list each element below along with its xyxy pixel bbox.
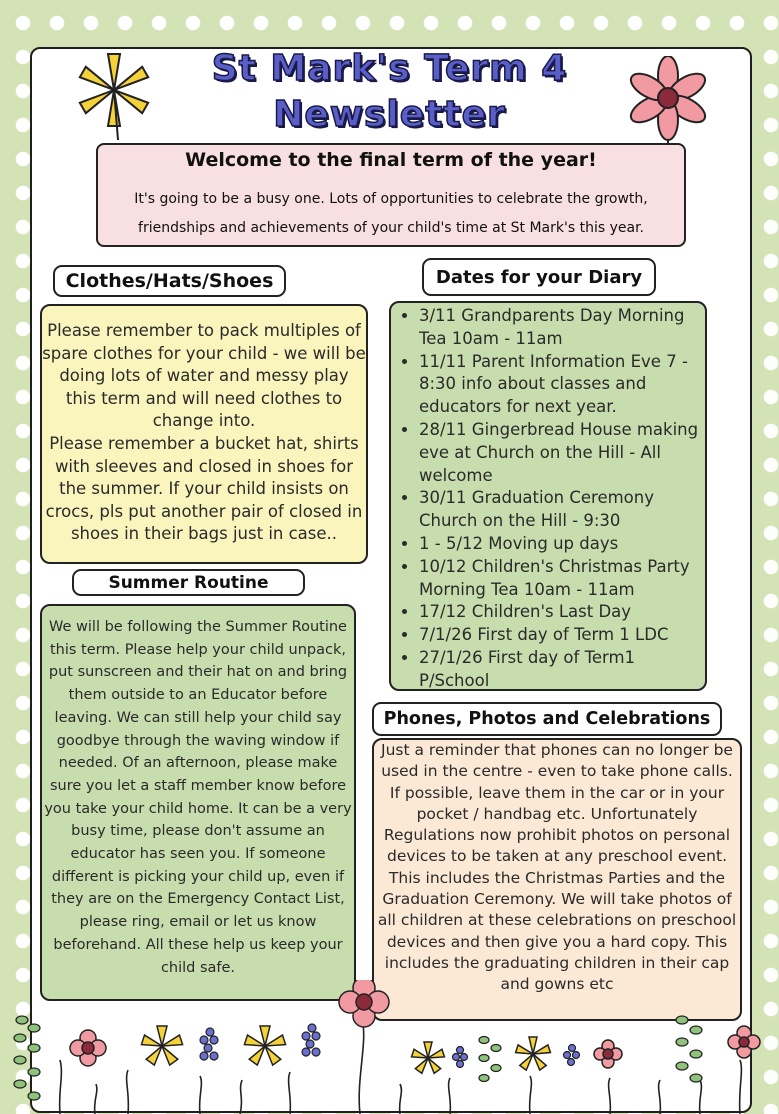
dates-list-item: • 10/12 Children's Christmas Party Morning Tea 10am - 11am	[419, 556, 699, 602]
routine-heading: Summer Routine	[72, 569, 305, 596]
dates-list	[395, 305, 699, 691]
dates-list-item: • 1 - 5/12 Moving up days	[419, 533, 699, 556]
newsletter-title-line2: Newsletter	[273, 94, 506, 135]
welcome-heading: Welcome to the final term of the year!	[185, 149, 597, 171]
phones-heading: Phones, Photos and Celebrations	[372, 702, 722, 736]
routine-body: We will be following the Summer Routine this term. Please help your child unpack, put sunscreen and their hat on and bring them outside to an Educator before leaving. We can still help your child say goodbye through the waving window if needed. Of an afternoon, please make sure you let a staff member know before you take your child home. It can be a very busy time, please don't assume an educator has seen you. If someone different is picking your child up, even if they are on the Emergency Contact List, please ring, email or let us know beforehand. All these help us keep your child safe.	[44, 619, 352, 976]
garden-decoration	[0, 980, 779, 1114]
clothes-paragraph-1: Please remember to pack multiples of spare clothes for your child - we will be doing lots of water and messy play this term and will need clothes to change into.	[42, 321, 366, 431]
dates-list-item: • 7/1/26 First day of Term 1 LDC	[419, 624, 699, 647]
dates-list-item: • 11/11 Parent Information Eve 7 - 8:30 info about classes and educators for next year.	[419, 351, 699, 419]
dates-list-item: • 17/12 Children's Last Day	[419, 601, 699, 624]
yellow-flower-icon	[66, 50, 162, 140]
clothes-panel	[40, 304, 368, 564]
welcome-box	[96, 143, 686, 247]
clothes-heading: Clothes/Hats/Shoes	[53, 265, 286, 297]
dates-list-item: • 3/11 Grandparents Day Morning Tea 10am - 11am	[419, 305, 699, 351]
newsletter-title-line1: St Mark's Term 4	[211, 48, 568, 89]
pink-flower-icon	[620, 56, 716, 146]
dates-panel	[389, 301, 707, 691]
dates-list-item: • 30/11 Graduation Ceremony Church on the Hill - 9:30	[419, 487, 699, 533]
routine-panel	[40, 604, 356, 1001]
dates-heading: Dates for your Diary	[422, 258, 656, 296]
clothes-paragraph-2: Please remember a bucket hat, shirts with sleeves and closed in shoes for the summer. If your child insists on crocs, pls put another pair of closed in shoes in their bags just in case..	[45, 433, 363, 544]
phones-panel	[372, 738, 742, 1021]
dates-list-item: • 28/11 Gingerbread House making eve at Church on the Hill - All welcome	[419, 419, 699, 487]
dates-list-item: • 27/1/26 First day of Term1 P/School	[419, 647, 699, 691]
welcome-body: It's going to be a busy one. Lots of opportunities to celebrate the growth, friendships and achievements of your child's time at St Mark's this year.	[134, 191, 648, 236]
phones-body: Just a reminder that phones can no longer be used in the centre - even to take phone calls. If possible, leave them in the car or in your pocket / handbag etc. Unfortunately Regulations now prohibit photos on personal devices to be taken at any preschool event. This includes the Christmas Parties and the Graduation Ceremony. We will take photos of all children at these celebrations on preschool devices and then give you a hard copy. This includes the graduating children in their cap and gowns etc	[377, 741, 737, 994]
